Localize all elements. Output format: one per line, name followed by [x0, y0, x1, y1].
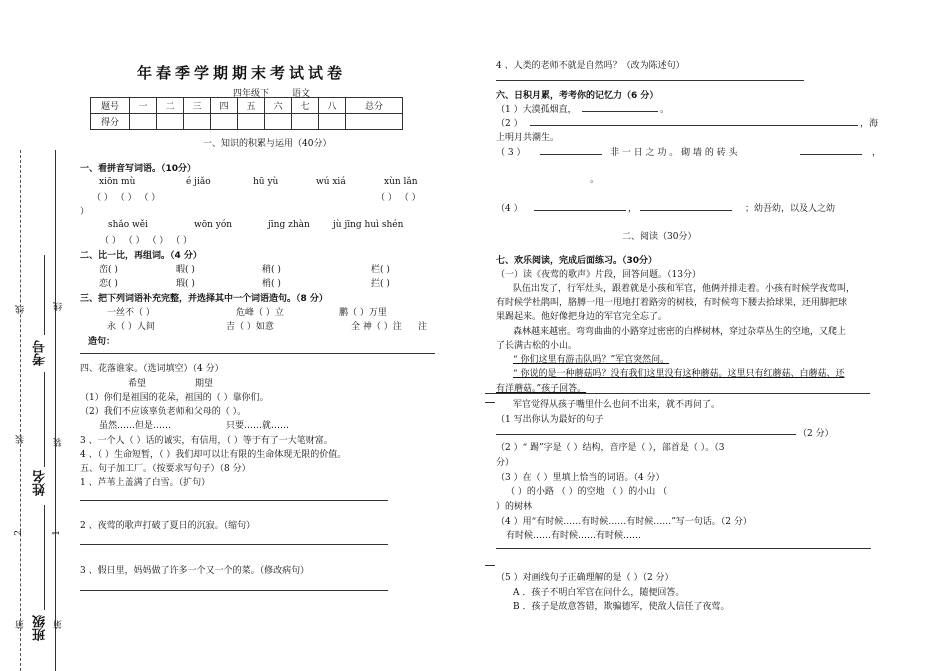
binding-seal-char-2: 装 — [54, 438, 64, 447]
score-cell: 六 — [265, 98, 292, 114]
q1-pinyin: é jiǎo — [186, 177, 211, 187]
q1-pinyin: wōn yón — [194, 220, 233, 230]
exam-no-label: 考号 — [33, 340, 48, 366]
score-input[interactable] — [292, 114, 319, 130]
score-input[interactable] — [157, 114, 184, 130]
score-table-header-row — [91, 98, 403, 114]
binding-order-1: 第 — [16, 620, 26, 629]
q2-title: 二、比一比，再组词。（4 分） — [80, 251, 202, 261]
q1-answer-row[interactable]: （ ） （ ） （ ） （ ） — [100, 236, 193, 246]
q6-blank-2[interactable] — [530, 125, 858, 126]
q6-item-3-text: 非 一 日 之 功 。 砌 墙 的 砖 头 — [610, 148, 738, 158]
page-title: 年春季学期期末考试试卷 — [137, 64, 347, 82]
q6-item-3-end: 。 — [590, 175, 600, 185]
exam-no-field[interactable] — [44, 255, 45, 335]
q7-question-4-line[interactable]: 有时候……有时候……有时候…… — [506, 531, 642, 541]
grade-label: 四年级下 — [233, 89, 270, 99]
q4-word: 希望 — [128, 379, 147, 389]
q6-blank-4a[interactable] — [534, 210, 626, 211]
score-input[interactable] — [211, 114, 238, 130]
q5-answer-line-1[interactable] — [80, 500, 388, 501]
q6-item-2-end: ，海 — [860, 119, 879, 129]
q1-pinyin: shǎo wěi — [108, 220, 148, 230]
score-cell: 总分 — [346, 98, 403, 114]
q6-blank-3b[interactable] — [800, 154, 862, 155]
q1-pinyin: jù jīng huì shén — [333, 220, 404, 230]
q2-item[interactable]: 梢( ) — [262, 279, 281, 289]
part1-heading: 一、知识的积累与运用（40分） — [203, 139, 332, 149]
name-field[interactable] — [44, 372, 45, 467]
subject-label: 语文 — [292, 89, 311, 99]
q3-make-sentence-label: 造句： — [88, 337, 116, 347]
q1-pinyin: hū yù — [253, 177, 279, 187]
q7-question-1: （1 写出你认为最好的句子 — [496, 415, 604, 425]
q7-question-3-end[interactable]: ）的树林 — [496, 502, 533, 512]
q7-answer-line-4[interactable] — [496, 548, 871, 549]
q5-answer-line-3[interactable] — [80, 590, 388, 591]
q5-item-4: 4 、人类的老师不就是自然吗？（改为陈述句） — [496, 61, 685, 71]
q1-pinyin: xùn lǎn — [384, 177, 418, 187]
class-field[interactable] — [44, 505, 45, 610]
q2-item[interactable]: 拦( ) — [371, 279, 390, 289]
binding-num-1: 1 — [52, 530, 62, 536]
q6-item-2: （2 ） — [496, 119, 523, 129]
passage-line: 果踢起来。他好像把身边的军官完全忘了。 — [496, 312, 668, 322]
q5-answer-line-4[interactable] — [496, 80, 804, 81]
q6-blank-1[interactable] — [582, 111, 658, 112]
q5-answer-line-2[interactable] — [80, 544, 388, 545]
q1-pinyin: jīng zhàn — [268, 220, 310, 230]
q7-question-3-row[interactable]: （ ）的小路 （ ）的空地 （ ）的小山 （ — [506, 487, 668, 497]
q6-item-3-comma: ， — [872, 148, 882, 158]
score-input[interactable] — [346, 114, 403, 130]
q4-item-4[interactable]: 4 、（ ）生命短暂，（ ）我们却可以让有限的生命体现无限的价值。 — [80, 450, 347, 460]
q6-item-4: （4 ） — [496, 204, 523, 214]
q2-item[interactable]: 恋( ) — [99, 279, 118, 289]
score-cell: 五 — [238, 98, 265, 114]
binding-seal-char: 装 — [16, 435, 26, 444]
q4-item-1[interactable]: （1）你们是祖国的花朵，祖国的（ ）靠你们。 — [80, 393, 269, 403]
q6-item-2-cont: 上明月共潮生。 — [496, 133, 560, 143]
q7-question-4: （4 ）用“有时候……有时候……有时候……”写一句话。（2 分） — [496, 517, 752, 527]
passage-line-underlined: “ 你们这里有游击队吗？”军官突然问。 — [513, 355, 670, 365]
passage-line-underlined: 有洋蘑菇。”孩子回答。 — [496, 384, 587, 394]
binding-cut-line — [20, 150, 21, 671]
score-input[interactable] — [130, 114, 157, 130]
q3-item[interactable]: 吉（ ）如意 — [226, 322, 274, 332]
score-input[interactable] — [319, 114, 346, 130]
q3-item[interactable]: 一丝不（ ） — [107, 308, 155, 318]
q3-sentence-line[interactable] — [80, 353, 435, 354]
passage-line-underlined: “ 你说的是一种蘑菇吗？没有我们这里没有这种蘑菇。这里只有红蘑菇、白蘑菇、还 — [513, 369, 845, 379]
q6-blank-4b[interactable] — [640, 210, 732, 211]
score-input[interactable] — [184, 114, 211, 130]
q6-item-1: （1 ）大漠孤烟直， — [496, 105, 577, 115]
score-cell: 题号 — [91, 98, 130, 114]
part2-heading: 二、阅读（30分） — [622, 232, 697, 242]
q4-word: 只要……就…… — [226, 421, 290, 431]
score-input[interactable] — [265, 114, 292, 130]
q2-item[interactable]: 稍( ) — [262, 265, 281, 275]
name-label: 姓名 — [33, 470, 48, 496]
q4-word: 虽然……但是…… — [99, 421, 172, 431]
passage-line: 有时候学杜鹃叫，胳膊一甩一甩地打着路旁的树枝，有时候弯下腰去拾球果，还用脚把球 — [496, 298, 848, 308]
q3-title: 三、把下列词语补充完整，并选择其中一个词语造句。（8 分） — [80, 294, 328, 304]
q5-item-2: 2 、夜莺的歌声打破了夏日的沉寂。（缩句） — [80, 521, 256, 531]
q7-question-3[interactable]: （3 ）在（ ）里填上恰当的词语。（4 分） — [496, 473, 665, 483]
q7-title: 七、欢乐阅读，完成后面练习。（30分） — [496, 256, 658, 266]
binding-num-2: 2 — [14, 530, 24, 536]
score-cell: 三 — [184, 98, 211, 114]
binding-line-char-2: 线 — [54, 302, 64, 311]
q3-item[interactable]: 危峰（ ）立 — [236, 308, 284, 318]
score-cell: 四 — [211, 98, 238, 114]
q2-item[interactable]: 暇( ) — [176, 265, 195, 275]
binding-line-outer — [55, 150, 56, 671]
q2-item[interactable]: 瑕( ) — [176, 279, 195, 289]
q1-answer-row[interactable]: （ ） （ ） （ ） — [92, 193, 161, 203]
q5-item-3: 3 、假日里，妈妈做了许多一个又一个的菜。（修改病句） — [80, 566, 310, 576]
q6-item-4-comma: ， — [628, 204, 638, 214]
binding-order-2: 第 — [54, 620, 64, 629]
q4-title: 四、花落谁家。（选词填空）（4 分） — [80, 364, 224, 374]
q3-item[interactable]: 全 神（ ）注 — [351, 322, 402, 332]
score-input[interactable] — [238, 114, 265, 130]
score-cell: 二 — [157, 98, 184, 114]
passage-line: 队伍出发了，行军灶头，跟着就是小孩和军官，他俩并排走着。小孩有时候学夜莺叫， — [513, 284, 856, 294]
q3-item[interactable]: 鹏（ ）万里 — [339, 308, 387, 318]
score-cell: 八 — [319, 98, 346, 114]
q1-answer-row[interactable]: （ ） （ ） — [376, 193, 421, 203]
q1-pinyin: xiōn mù — [99, 177, 136, 187]
passage-underline-short — [485, 402, 495, 403]
q6-period: 。 — [660, 105, 670, 115]
q2-item[interactable]: 峦( ) — [99, 265, 118, 275]
q7-question-2-cont: 分） — [496, 458, 515, 468]
q4-word: 期望 — [195, 379, 214, 389]
q6-blank-3a[interactable] — [540, 154, 602, 155]
passage-line: 森林越来越密。弯弯曲曲的小路穿过密密的白桦树林，穿过杂草丛生的空地，又爬上 — [513, 327, 847, 337]
q7-option-b[interactable]: B ．孩子是故意答错，欺骗德军，使敌人信任了夜莺。 — [513, 602, 730, 612]
q7-question-2[interactable]: （2 ）“ 踢”字是（ ）结构，音序是（ ），部首是（ ）。（3 — [496, 443, 725, 453]
passage-line: 了长满古松的小山。 — [496, 341, 578, 351]
q3-item[interactable]: 永（ ）人间 — [107, 322, 155, 332]
score-table — [90, 97, 403, 130]
q7-intro: （一）读《夜莺的歌声》片段，回答问题。（13分） — [496, 270, 701, 280]
q6-item-4-end: ；幼吾幼，以及人之幼 — [745, 204, 836, 214]
q1-title: 一、看拼音写词语。（10分） — [80, 164, 197, 174]
q3-item-end: 注 — [418, 322, 428, 332]
q7-answer-line-1[interactable] — [496, 434, 796, 435]
q7-question-5: （5 ）对画线句子正确理解的是（ ）（2 分） — [496, 573, 674, 583]
passage-underline — [485, 393, 870, 394]
q6-item-3: （ 3 ） — [496, 148, 526, 158]
score-table-score-row — [91, 114, 403, 130]
q5-title: 五、句子加工厂。（按要求写句子）（8 分） — [80, 464, 251, 474]
score-cell: 得分 — [91, 114, 130, 130]
q7-answer-line-4b[interactable] — [485, 565, 495, 566]
score-cell: 七 — [292, 98, 319, 114]
q5-item-1: 1 、芦苇上盖满了白雪。（扩句） — [80, 478, 211, 488]
q1-answer-row[interactable]: ） — [80, 207, 90, 217]
score-cell: 一 — [130, 98, 157, 114]
q4-item-3[interactable]: 3 、一个人（ ）话的诚实，有信用，（ ）等于有了一大笔财富。 — [80, 436, 333, 446]
q2-item[interactable]: 栏( ) — [371, 265, 390, 275]
q7-question-1-score: （2 分） — [798, 429, 834, 439]
binding-line-char: 线 — [16, 305, 26, 314]
passage-line: 军官觉得从孩子嘴里什么也问不出来，就不再问了。 — [513, 400, 721, 410]
q6-title: 六、日积月累，考考你的记忆力（6 分） — [496, 91, 659, 101]
q7-option-a[interactable]: A ．孩子不明白军官在问什么，随便回答。 — [513, 588, 685, 598]
class-label: 班级 — [33, 615, 48, 641]
q4-item-2[interactable]: （2）我们不应该辜负老师和父母的（ ）。 — [80, 407, 247, 417]
q1-pinyin: wú xiá — [316, 177, 346, 187]
